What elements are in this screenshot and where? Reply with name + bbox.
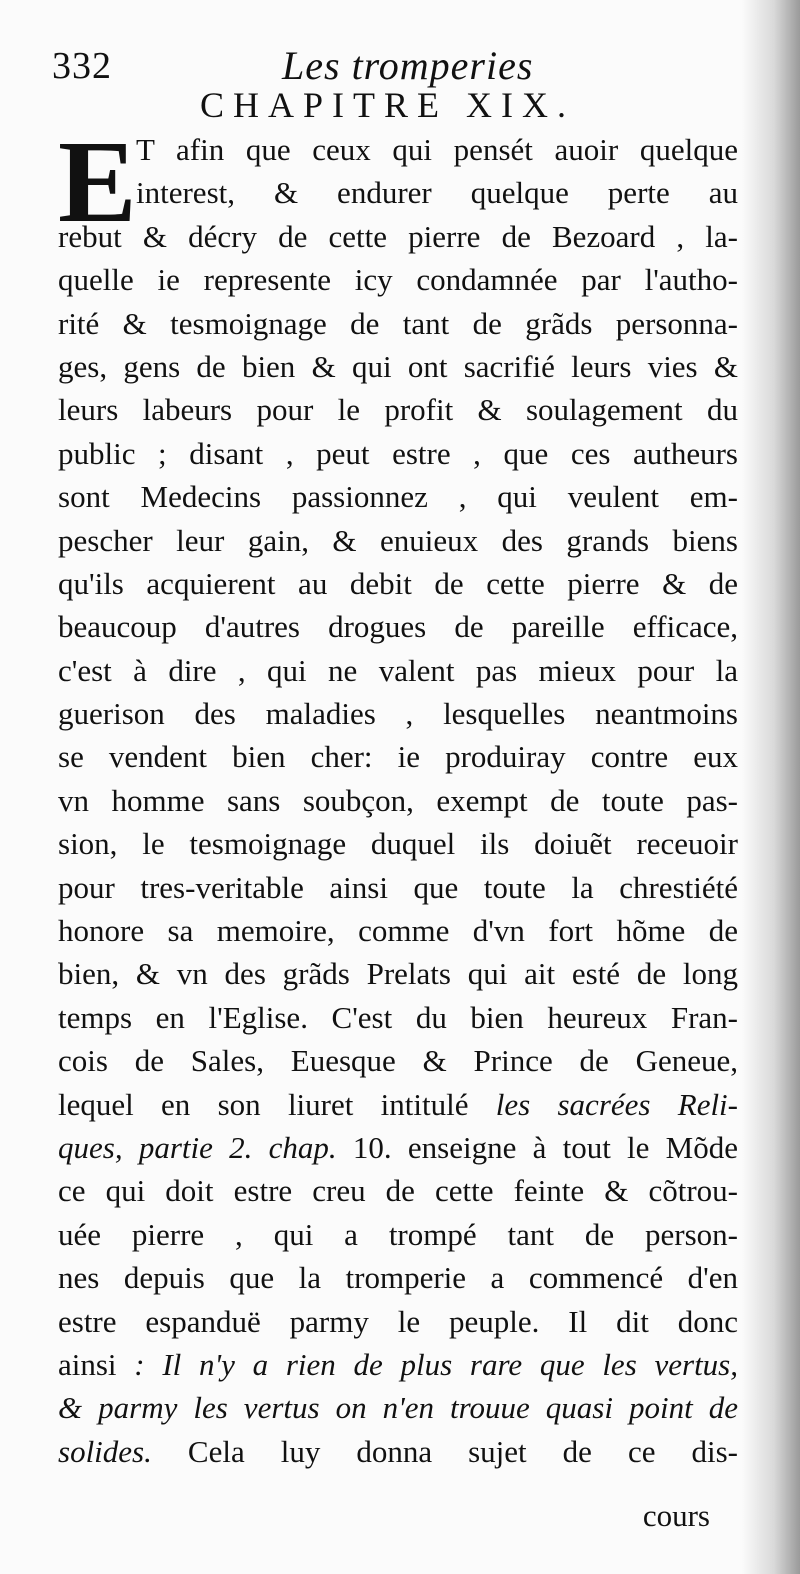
text-line: guerison des maladies , lesquelles neantmoins (58, 696, 738, 732)
italic-segment: solides. (58, 1433, 152, 1469)
text-line (58, 1083, 738, 1126)
chapter-heading: CHAPITRE XIX. (200, 85, 575, 125)
text-line: uée pierre , qui a trompé tant de person- (58, 1216, 738, 1252)
text-line: pescher leur gain, & enuieux des grands biens (58, 522, 738, 558)
drop-cap: E (58, 116, 137, 247)
text-line: quelle ie represente icy condamnée par l'autho- (58, 262, 738, 298)
text-line (58, 1126, 738, 1169)
text-line: temps en l'Eglise. C'est du bien heureux Fran- (58, 999, 738, 1035)
text-line: ges, gens de bien & qui ont sacrifié leurs vies & (58, 348, 738, 384)
text-line: c'est à dire , qui ne valent pas mieux pour la (58, 652, 738, 688)
text-line (58, 1430, 738, 1473)
italic-segment: : Il n'y a rien de plus rare que les vertus, (116, 1346, 738, 1382)
text-segment: 10. enseigne à tout le Mõde (336, 1129, 738, 1165)
text-segment: ainsi (58, 1346, 117, 1382)
text-line: nes depuis que la tromperie a commencé d'en (58, 1260, 738, 1296)
text-line: ce qui doit estre creu de cette feinte & cõtrou- (58, 1173, 738, 1209)
text-line: bien, & vn des grãds Prelats qui ait esté de long (58, 956, 738, 992)
text-line (58, 1343, 738, 1386)
text-line: honore sa memoire, comme d'vn fort hõme de (58, 913, 738, 949)
text-line: interest, & endurer quelque perte au (136, 175, 738, 211)
text-line: pour tres-veritable ainsi que toute la chrestiété (58, 869, 738, 905)
body-text (58, 116, 738, 1473)
text-line: T afin que ceux qui pensét auoir quelque (136, 132, 738, 167)
text-segment: Cela luy donna sujet de ce dis- (151, 1433, 738, 1469)
text-line: sont Medecins passionnez , qui veulent em- (58, 479, 738, 515)
catchword: cours (642, 1498, 710, 1533)
running-title: Les tromperies (282, 43, 534, 88)
text-line: sion, le tesmoignage duquel ils doiuẽt receuoir (58, 826, 738, 862)
text-line (58, 1386, 738, 1429)
text-line: vn homme sans soubçon, exempt de toute pas- (58, 782, 738, 818)
text-segment: lequel en son liuret intitulé (58, 1086, 496, 1122)
text-line: public ; disant , peut estre , que ces autheurs (58, 435, 738, 471)
text-line: cois de Sales, Euesque & Prince de Geneue, (58, 1043, 738, 1079)
page-edge-shadow (742, 0, 800, 1574)
italic-segment: & parmy les vertus on n'en trouue quasi point de (58, 1390, 738, 1426)
text-line: leurs labeurs pour le profit & soulagement du (58, 392, 738, 428)
text-line: rebut & décry de cette pierre de Bezoard , la- (58, 218, 738, 254)
text-line: se vendent bien cher: ie produiray contre eux (58, 739, 738, 775)
text-line: estre espanduë parmy le peuple. Il dit donc (58, 1303, 738, 1339)
italic-segment: les sacrées Reli- (495, 1086, 738, 1122)
page-number: 332 (52, 45, 112, 87)
text-line: beaucoup d'autres drogues de pareille efficace, (58, 609, 738, 645)
text-line: rité & tesmoignage de tant de grãds personna- (58, 305, 738, 341)
text-line: qu'ils acquierent au debit de cette pierre & de (58, 565, 738, 601)
italic-segment: ques, partie 2. chap. (58, 1129, 337, 1165)
